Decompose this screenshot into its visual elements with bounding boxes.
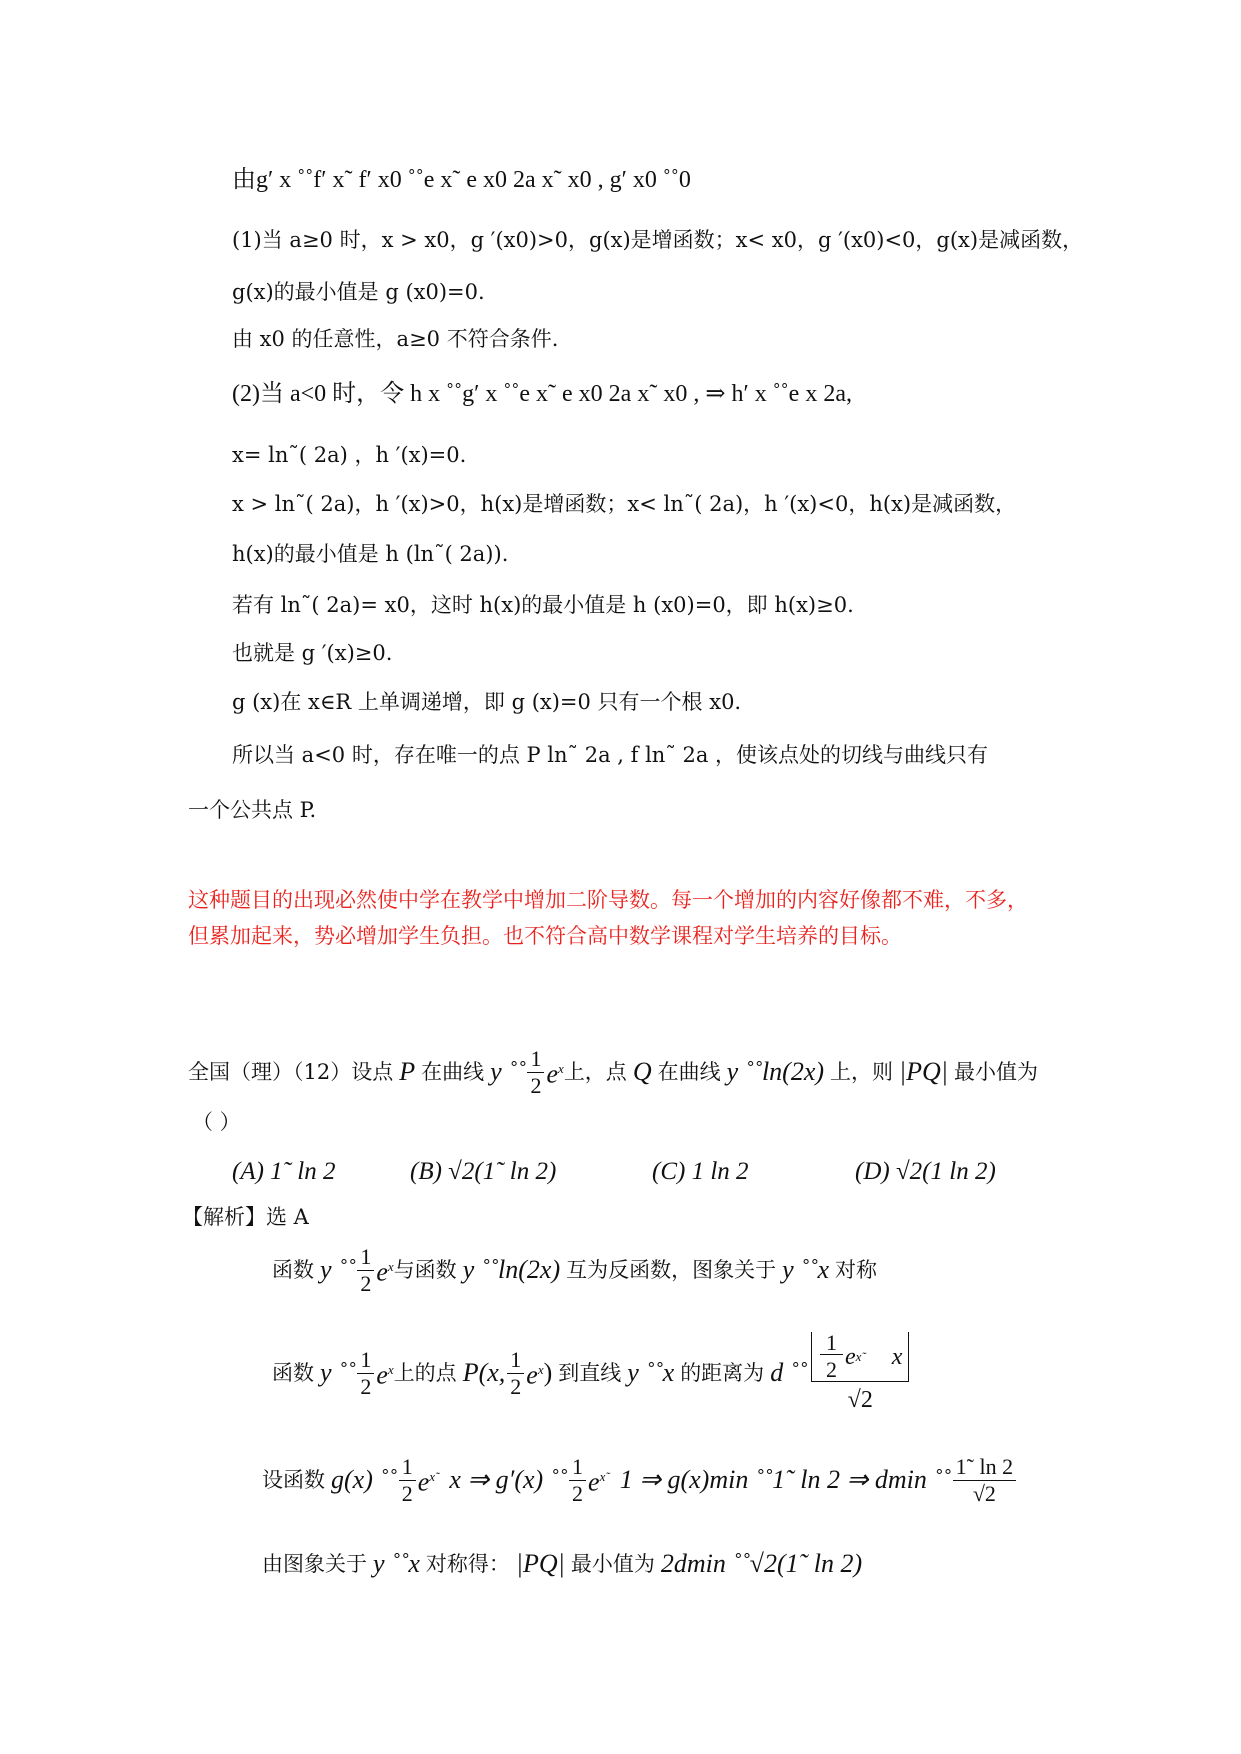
option-a: (A) 1˜ ln 2: [232, 1158, 336, 1185]
s1-exp: $e^x$: [376, 1257, 394, 1287]
s4-text-e: 最小值为: [570, 1552, 655, 1576]
s4-text-a: 由图象关于: [262, 1552, 367, 1576]
s3-exp: $e^{x˜}$: [417, 1467, 440, 1497]
critical-point-line: x= ln˜( 2a) ，h ′(x)=0.: [232, 443, 467, 467]
option-b: (B) √2(1˜ ln 2): [410, 1158, 557, 1185]
s2-distance-lhs: d ˚˚: [770, 1358, 808, 1387]
h-minimum-line: h(x)的最小值是 h (ln˜( 2a)).: [232, 542, 509, 566]
commentary-note: [188, 882, 1068, 954]
s3-g-def: g(x) ˚˚: [331, 1465, 397, 1494]
option-d: (D) √2(1 ln 2): [855, 1158, 996, 1185]
problem-stem-text-c: 上，点: [563, 1060, 627, 1084]
s4-text-c: 对称得：: [425, 1552, 510, 1576]
curve-1-lhs: y ˚˚: [490, 1057, 526, 1086]
s2-text-e: 到直线: [558, 1361, 622, 1385]
derivation-line-1: 由g′ x ˚˚f′ x˜ f′ x0 ˚˚e x˜ e x0 2a x˜ x0 , g′ x0 ˚˚0: [232, 167, 691, 193]
s2-half: $\frac{1}{2}$: [357, 1349, 374, 1398]
s3-g-prime: x ⇒ g′(x) ˚˚: [449, 1465, 568, 1494]
s2-point-close: ): [543, 1358, 553, 1387]
if-condition-line: 若有 ln˜( 2a)= x0，这时 h(x)的最小值是 h (x0)=0，即 h(x)≥0.: [232, 593, 854, 617]
case-1-conclusion: 由 x0 的任意性，a≥0 不符合条件.: [232, 327, 559, 351]
case-1-statement: (1)当 a≥0 时，x > x0，g ′(x0)>0，g(x)是增函数；x< x0，g ′(x0)<0，g(x)是减函数，: [232, 228, 1084, 252]
s1-curve-lhs: y ˚˚: [320, 1255, 356, 1284]
conclusion-line-1: 所以当 a<0 时，存在唯一的点 P ln˜ 2a , f ln˜ 2a ，使该点处的切线与曲线只有: [232, 743, 989, 767]
solution-step-4: [262, 1542, 862, 1586]
s3-minimum: 1 ⇒ g(x)min ˚˚1˜ ln 2 ⇒ dmin ˚˚: [619, 1465, 951, 1494]
s2-point: P(x,: [462, 1358, 506, 1387]
point-q: Q: [632, 1057, 652, 1086]
monotone-root-line: g (x)在 x∈R 上单调递增，即 g (x)=0 只有一个根 x0.: [232, 690, 742, 714]
problem-stem: [188, 1042, 1038, 1102]
option-c: (C) 1 ln 2: [652, 1158, 749, 1185]
half-fraction: $\frac{1}{2}$: [527, 1048, 544, 1097]
solution-step-3: [262, 1440, 1018, 1520]
s2-line: y ˚˚x: [627, 1358, 675, 1387]
commentary-line-1: 这种题目的出现必然使中学在教学中增加二阶导数。每一个增加的内容好像都不难，不多，: [188, 888, 1028, 912]
s2-text-a: 函数: [272, 1361, 314, 1385]
s2-exp: $e^x$: [376, 1360, 394, 1390]
s1-text-b: 与函数: [393, 1258, 457, 1282]
problem-stem-text-a: 全国（理）（12）设点: [188, 1060, 394, 1084]
problem-stem-text-f: 最小值为: [953, 1060, 1038, 1084]
solution-step-2: [272, 1318, 913, 1428]
case-2-statement: (2)当 a<0 时，令 h x ˚˚g′ x ˚˚e x˜ e x0 2a x˜ x0 , ⇒ h′ x ˚˚e x 2a,: [232, 381, 852, 407]
monotonicity-line: x > ln˜( 2a)，h ′(x)>0，h(x)是增函数；x< ln˜( 2a)，h ′(x)<0，h(x)是减函数，: [232, 492, 1017, 516]
exp-term: $e^x$: [546, 1059, 564, 1089]
distance-fraction: $\frac{1}{2}$ e x˜ x √2: [811, 1332, 909, 1414]
pq-distance: |PQ|: [899, 1057, 948, 1086]
dmin-fraction: $\frac{1˜ \ln 2}{√2}$: [953, 1456, 1016, 1505]
answer-blank: （ ）: [192, 1110, 241, 1134]
s1-text-a: 函数: [272, 1258, 314, 1282]
s3-half-b: $\frac{1}{2}$: [569, 1456, 586, 1505]
s1-text-d: 互为反函数，图象关于: [566, 1258, 777, 1282]
s1-text-f: 对称: [835, 1258, 878, 1282]
problem-stem-text-e: 上，则: [830, 1060, 894, 1084]
s2-exp-b: $e^x$: [526, 1360, 544, 1390]
curve-2: y ˚˚ln(2x): [726, 1057, 825, 1086]
case-1-minimum: g(x)的最小值是 g (x0)=0.: [232, 280, 485, 304]
commentary-line-2: 但累加起来，势必增加学生负担。也不符合高中数学课程对学生培养的目标。: [188, 924, 902, 948]
s3-text-a: 设函数: [262, 1468, 325, 1492]
g-prime-line: 也就是 g ′(x)≥0.: [232, 641, 393, 665]
s4-symmetry: y ˚˚x: [373, 1549, 420, 1578]
problem-stem-text-b: 在曲线: [421, 1060, 485, 1084]
conclusion-line-2: 一个公共点 P.: [188, 798, 317, 822]
s4-result: 2dmin ˚˚√2(1˜ ln 2): [660, 1549, 863, 1578]
s4-pq: |PQ|: [515, 1549, 565, 1578]
s2-half-b: $\frac{1}{2}$: [507, 1349, 524, 1398]
problem-stem-text-d: 在曲线: [657, 1060, 721, 1084]
s2-text-b: 上的点: [393, 1361, 457, 1385]
solution-header: 【解析】选 A: [182, 1205, 309, 1229]
s1-symmetry-line: y ˚˚x: [782, 1255, 830, 1284]
s3-half: $\frac{1}{2}$: [399, 1456, 416, 1505]
s3-exp-b: $e^{x˜}$: [588, 1467, 610, 1497]
point-p: P: [399, 1057, 416, 1086]
s1-inverse: y ˚˚ln(2x): [462, 1255, 561, 1284]
solution-step-1: [272, 1235, 877, 1305]
s2-text-g: 的距离为: [680, 1361, 765, 1385]
s1-half: $\frac{1}{2}$: [357, 1246, 374, 1295]
s2-curve-lhs: y ˚˚: [320, 1358, 356, 1387]
